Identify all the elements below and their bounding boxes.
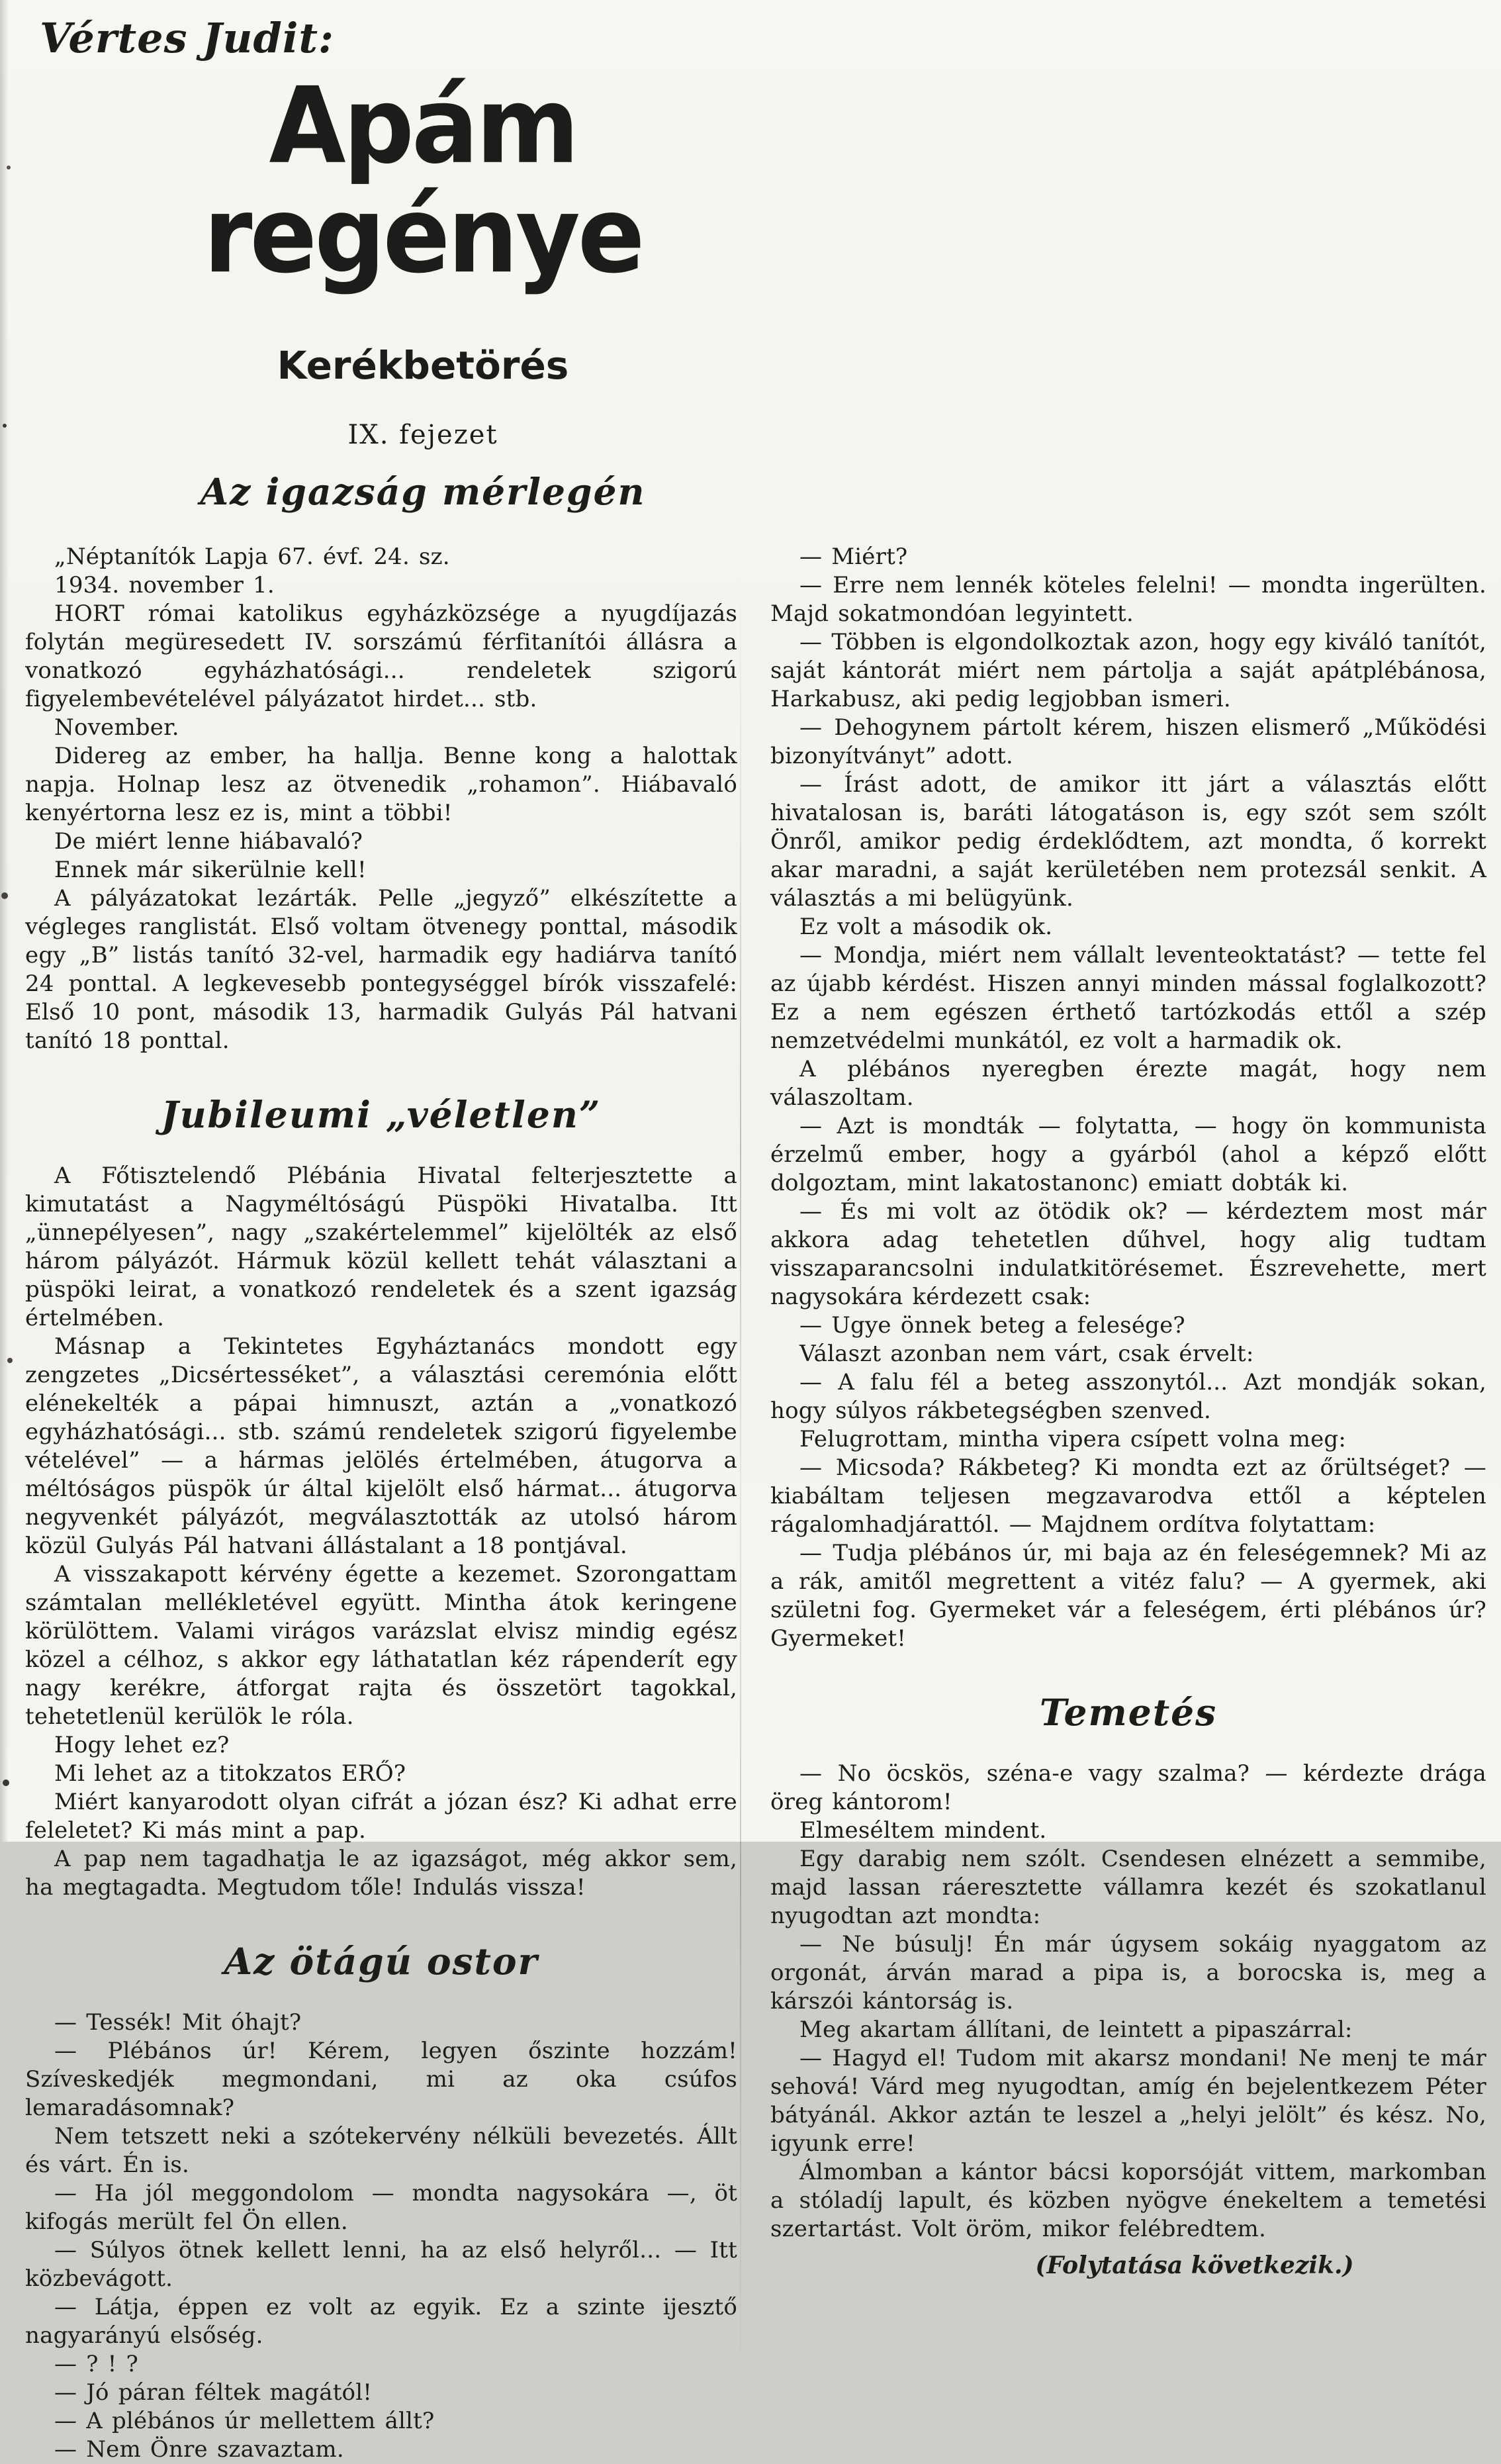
paragraph: — Micsoda? Rákbeteg? Ki mondta ezt az őrültséget? — kiabáltam teljesen megzavarodva ettől a képtelen rágalomhadjárattól. — Majdnem ordítva folytattam:	[770, 1454, 1486, 1538]
paragraph: — És mi volt az ötödik ok? — kérdeztem most már akkora adag tehetetlen dűhvel, hogy alig tudtam visszaparancsolni indulatkitörésemet. Észrevehette, mert nagysokára kérdezett csak:	[770, 1198, 1486, 1310]
paragraph: — Hagyd el! Tudom mit akarsz mondani! Ne menj te már sehová! Várd meg nyugodtan, amíg én bejelentkezem Péter bátyánál. Akkor aztán te leszel a „helyi jelölt” és kész. No, igyunk erre!	[770, 2045, 1486, 2157]
left-column	[25, 543, 737, 2464]
paragraph: De miért lenne hiábavaló?	[54, 828, 363, 855]
paragraph: A pályázatokat lezárták. Pelle „jegyző” elkészítette a végleges ranglistát. Első voltam ötvenegy ponttal, második egy „B” listás tanító 32-vel, harmadik egy hadiárva tanító 24 ponttal. A legkevesebb pontegységgel bírók visszafelé: Első 10 pont, második 13, harmadik Gulyás Pál hatvani tanító 18 ponttal.	[25, 884, 737, 1054]
paragraph: Ez volt a második ok.	[799, 913, 1053, 940]
article-header	[38, 0, 807, 512]
paragraph: — Erre nem lennék köteles felelni! — mondta ingerülten. Majd sokatmondóan legyintett.	[770, 571, 1486, 627]
paragraph: — No öcskös, széna-e vagy szalma? — kérdezte drága öreg kántorom!	[770, 1760, 1486, 1816]
paragraph: — A plébános úr mellettem állt?	[54, 2408, 435, 2435]
paragraph: — Többen is elgondolkoztak azon, hogy egy kiváló tanítót, saját kántorát miért nem pártolja a saját apátplébánosa, Harkabusz, aki pedig legjobban ismeri.	[770, 628, 1486, 712]
paragraph: — Nem Önre szavaztam.	[54, 2436, 344, 2463]
paragraph: — Ugye önnek beteg a felesége?	[799, 1311, 1185, 1339]
article-title: Apám regénye	[203, 65, 643, 297]
article-columns	[0, 543, 1501, 2464]
right-column	[737, 543, 1486, 2464]
chapter-label: IX. fejezet	[347, 419, 498, 450]
paragraph: Választ azonban nem várt, csak érvelt:	[799, 1340, 1254, 1367]
section-heading: Az ötágú ostor	[224, 1940, 539, 1983]
paragraph: A Főtisztelendő Plébánia Hivatal felterjesztette a kimutatást a Nagyméltóságú Püspöki Hivatalba. Itt „ünnepélyesen”, nagy „szakértelemmel” kijelölték az első három pályázót. Hármuk közül kellett tehát választani a püspöki leirat, a vonatkozó rendeletek és a szent igazság értelmében.	[25, 1162, 737, 1332]
paragraph: Felugrottam, mintha vipera csípett volna meg:	[799, 1425, 1347, 1452]
paragraph: November.	[54, 714, 179, 741]
paragraph: — Plébános úr! Kérem, legyen őszinte hozzám! Szíveskedjék megmondani, mi az oka csúfos lemaradásomnak?	[25, 2038, 737, 2122]
paragraph: — Tudja plébános úr, mi baja az én feleségemnek? Mi az a rák, amitől megrettent a vitéz falu? — A gyermek, aki születni fog. Gyermeket vár a feleségem, érti plébános úr? Gyermeket!	[770, 1539, 1486, 1652]
paragraph: — Írást adott, de amikor itt járt a választás előtt hivatalosan is, baráti látogatáson is, egy szót sem szólt Önről, amikor pedig érdeklődtem, azt mondta, ő korrekt akar maradni, a saját kerületében nem protezsál senkit. A választás a mi belügyünk.	[770, 771, 1486, 912]
paragraph: — Látja, éppen ez volt az egyik. Ez a szinte ijesztő nagyarányú elsőség.	[25, 2294, 737, 2349]
article-subtitle: Kerékbetörés	[277, 342, 569, 388]
paragraph: 1934. november 1.	[54, 571, 275, 598]
section-heading: Jubileumi „véletlen”	[161, 1092, 602, 1136]
paragraph: — Tessék! Mit óhajt?	[54, 2009, 302, 2036]
section-heading: Az igazság mérlegén	[200, 469, 646, 513]
paragraph: — Súlyos ötnek kellett lenni, ha az első helyről... — Itt közbevágott.	[25, 2237, 737, 2293]
paragraph: Hogy lehet ez?	[54, 1732, 230, 1759]
continuation-note: (Folytatása következik.)	[1035, 2251, 1354, 2280]
paragraph: Nem tetszett neki a szótekervény nélküli bevezetés. Állt és várt. Én is.	[25, 2123, 737, 2179]
paragraph: — Ne búsulj! Én már úgysem sokáig nyaggatom az orgonát, árván marad a pipa is, a borocska is, meg a kárszói kántorság is.	[770, 1931, 1486, 2015]
section-heading: Temetés	[1039, 1690, 1218, 1734]
paragraph: A visszakapott kérvény égette a kezemet. Szorongattam számtalan mellékletével együtt. Mintha átok keringene körülöttem. Valami virágos varázslat elvisz mindig egész közel a célhoz, s akkor egy láthatatlan kéz rápenderít egy nagy kerékre, átforgat rajta és összetört tagokkal, tehetetlenül kerülök le róla.	[25, 1561, 737, 1730]
paragraph: Elmeséltem mindent.	[799, 1817, 1047, 1844]
paragraph: Egy darabig nem szólt. Csendesen elnézett a semmibe, majd lassan ráeresztette vállamra kezét és szokatlanul nyugodtan azt mondta:	[770, 1846, 1486, 1930]
paragraph: — Jó páran féltek magától!	[54, 2379, 373, 2406]
paragraph: — Miért?	[799, 543, 908, 570]
paragraph: Ennek már sikerülnie kell!	[54, 856, 367, 883]
author-byline: Vértes Judit:	[40, 14, 334, 62]
paragraph: Miért kanyarodott olyan cifrát a józan ész? Ki adhat erre feleletet? Ki más mint a pap.	[25, 1789, 737, 1844]
paragraph: A pap nem tagadhatja le az igazságot, még akkor sem, ha megtagadta. Megtudom tőle! Indulás vissza!	[25, 1846, 737, 1901]
paragraph: — A falu fél a beteg asszonytól... Azt mondják sokan, hogy súlyos rákbetegségben szenved.	[770, 1368, 1486, 1424]
paragraph: Didereg az ember, ha hallja. Benne kong a halottak napja. Holnap lesz az ötvenedik „rohamon”. Hiábavaló kenyértorna lesz ez is, mint a többi!	[25, 742, 737, 826]
paragraph: — Mondja, miért nem vállalt leventeoktatást? — tette fel az újabb kérdést. Hiszen annyi minden mással foglalkozott? Ez a nem egészen érthető tartózkodás ettől a szép nemzetvédelmi munkától, ez volt a harmadik ok.	[770, 941, 1486, 1054]
scan-specks	[3, 424, 7, 428]
paragraph: — Ha jól meggondolom — mondta nagysokára —, öt kifogás merült fel Ön ellen.	[25, 2180, 737, 2236]
paragraph: Álmomban a kántor bácsi koporsóját vittem, markomban a stóladíj lapult, és közben nyögve énekeltem a temetési szertartást. Volt öröm, mikor felébredtem.	[770, 2159, 1486, 2243]
paragraph: — Azt is mondták — folytatta, — hogy ön kommunista érzelmű ember, hogy a gyárból (ahol a képző előtt dolgoztam, mint lakatostanonc) emiatt dobták ki.	[770, 1112, 1486, 1196]
paragraph: — Dehogynem pártolt kérem, hiszen elismerő „Működési bizonyítványt” adott.	[770, 714, 1486, 769]
paragraph: Másnap a Tekintetes Egyháztanács mondott egy zengzetes „Dicsértesséket”, a választási ceremónia előtt elénekelték a pápai himnuszt, aztán a „vonatkozó egyházhatósági... stb. számú rendeletek szigorú figyelembe vételével” — a hármas jelölés értelmében, átugorva a méltóságos püspök úr által kijelölt első hármat... átugorva negyvenkét pályázót, megválasztották az utolsó három közül Gulyás Pál hatvani állástalant a 18 pontjával.	[25, 1333, 737, 1560]
paragraph: Mi lehet az a titokzatos ERŐ?	[54, 1760, 406, 1787]
paragraph: „Néptanítók Lapja 67. évf. 24. sz.	[54, 543, 450, 570]
column-divider	[740, 569, 741, 2385]
paragraph: — ? ! ?	[54, 2351, 138, 2378]
paragraph: A plébános nyeregben érezte magát, hogy nem válaszoltam.	[770, 1055, 1486, 1111]
paragraph: HORT római katolikus egyházközsége a nyugdíjazás folytán megüresedett IV. sorszámú férfitanítói állásra a vonatkozó egyházhatósági... rendeletek szigorú figyelembevételével pályázatot hirdet... stb.	[25, 600, 737, 712]
paragraph: Meg akartam állítani, de leintett a pipaszárral:	[799, 2016, 1353, 2044]
